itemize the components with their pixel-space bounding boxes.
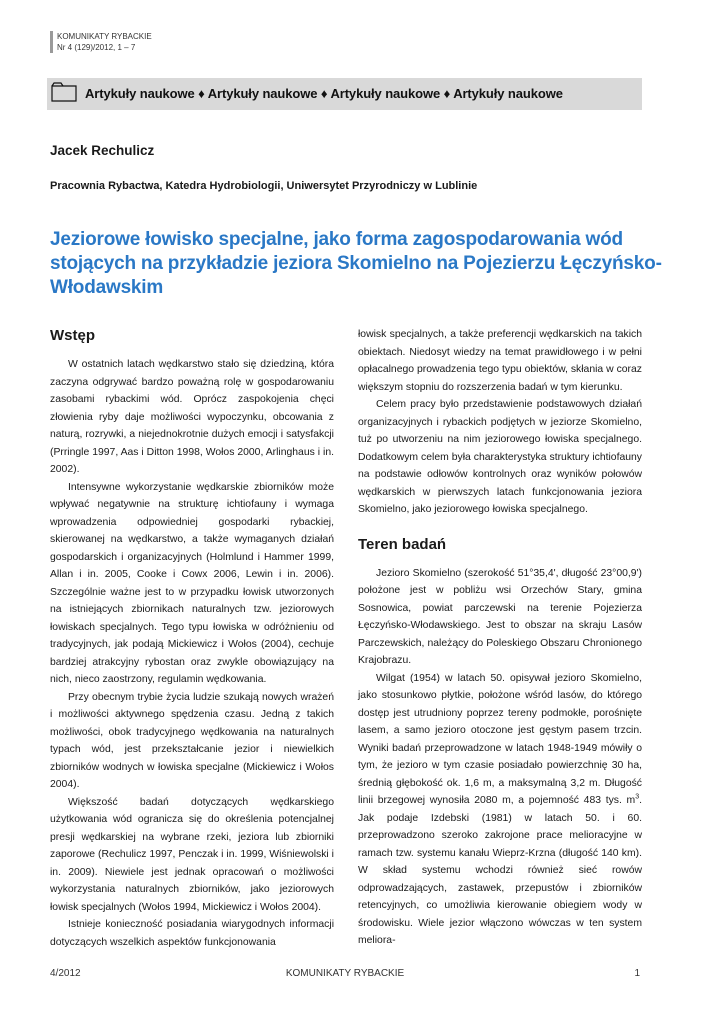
- footer-journal: KOMUNIKATY RYBACKIE: [285, 968, 405, 979]
- folder-icon: [51, 82, 77, 102]
- banner-text: Artykuły naukowe ♦ Artykuły naukowe ♦ Artykuły naukowe ♦ Artykuły naukowe: [85, 86, 563, 101]
- paragraph: Celem pracy było przedstawienie podstawowych działań organizacyjnych i rybackich podjętych w jeziorze Skomielno, tuż po utworzeniu na nim jeziorowego łowiska specjalnego. Dodatkowym celem była charakterystyka struktury ichtiofauny na podstawie odłowów kontrolnych oraz wyników połowów wędkarskich w pierwszych latach funkcjonowania jeziora Skomielno, jako jeziorowego łowiska specjalnego.: [358, 399, 642, 515]
- section-heading-area: Teren badań: [358, 535, 447, 553]
- paragraph: Istnieje konieczność posiadania wiarygodnych informacji dotyczących wszelkich aspektów funkcjonowania: [50, 919, 334, 948]
- left-column: [50, 326, 334, 951]
- footer-date: 4/2012: [50, 968, 81, 979]
- journal-name: KOMUNIKATY RYBACKIE: [57, 32, 152, 41]
- article-title: Jeziorowe łowisko specjalne, jako forma zagospodarowania wód stojących na przykładzie jeziora Skomielno na Pojezierzu Łęczyńsko-Włodawskim: [50, 229, 662, 298]
- paragraph-text: . Jak podaje Izdebski (1981) w latach 50. i 60. przeprowadzono szeroko zakrojone prace melioracyjne w ramach tzw. systemu kanału Wieprz-Krzna (długość 140 km). W skład systemu wchodzi również sieć rowów odprowadzających, zastawek, przepustów i zbiorników retencyjnych, co umożliwia kierowanie obiegiem wody w środowisku. Wiele jezior włączono wówczas w ten system meliora-: [358, 795, 642, 946]
- page-number: 1: [634, 968, 640, 979]
- affiliation: Pracownia Rybactwa, Katedra Hydrobiologii, Uniwersytet Przyrodniczy w Lublinie: [50, 180, 478, 192]
- journal-issue: Nr 4 (129)/2012, 1 – 7: [57, 43, 136, 52]
- paragraph: [358, 670, 642, 950]
- paragraph-text: Wilgat (1954) w latach 50. opisywał jezioro Skomielno, jako stosunkowo płytkie, położone wśród lasów, do którego dostęp jest utrudniony poprzez tereny podmokłe, porośnięte lasem, a samo jezioro otoczone jest gęstym pasem trzcin. Wyniki badań przeprowadzone w latach 1948-1949 mówiły o tym, że jezioro w tym czasie posiadało powierzchnię 30 ha, średnią głębokość ok. 1,6 m, a maksymalną 3,2 m. Długość linii brzegowej wynosiła 2080 m, a pojemność 483 tys. m: [358, 672, 642, 806]
- author-name: Jacek Rechulicz: [50, 143, 155, 158]
- section-banner: [47, 78, 642, 110]
- superscript: 3: [635, 793, 640, 801]
- paragraph: Przy obecnym trybie życia ludzie szukają nowych wrażeń i możliwości aktywnego spędzenia czasu. Jedną z takich możliwości, obok tradycyjnego wędkowania na naturalnych typach wód, jest przekształcanie jezior i niewielkich zbiorników wodnych w łowiska specjalne (Mickiewicz i Wołos 2004).: [50, 691, 334, 790]
- paragraph: W ostatnich latach wędkarstwo stało się dziedziną, która zaczyna odgrywać bardzo poważną rolę w gospodarowaniu zasobami rybackimi wód. Oprócz zaspokojenia chęci złowienia ryby daje możliwości wypoczynku, obcowania z naturą, rozrywki, a niejednokrotnie dużych emocji i satysfakcji (Prringle 1997, Aas i Ditton 1998, Wołos 2000, Arlinghaus i in. 2002).: [50, 359, 334, 475]
- paragraph: Większość badań dotyczących wędkarskiego użytkowania wód ogranicza się do określenia potencjalnej presji wędkarskiej na wybrane rzeki, jeziora lub zbiorniki zaporowe (Rechulicz 1997, Penczak i in. 1999, Wiśniewolski i in. 2009). Niewiele jest jednak opracowań o możliwości wykorzystania naturalnych zbiorników, jako jeziorowych łowisk specjalnych (Wołos 1994, Mickiewicz i Wołos 2004).: [50, 796, 334, 913]
- section-heading-intro: Wstęp: [50, 327, 95, 344]
- paragraph: Jezioro Skomielno (szerokość 51°35,4', długość 23°00,9') położone jest w pobliżu wsi Orzechów Stary, gmina Sosnowica, powiat parczewski na terenie Pojezierza Łęczyńsko-Włodawskiego. Jest to obszar na skraju Lasów Parczewskich, należący do Poleskiego Obszaru Chronionego Krajobrazu.: [358, 567, 642, 666]
- paragraph: łowisk specjalnych, a także preferencji wędkarskich na takich obiektach. Niedosyt wiedzy na temat prawidłowego i w pełni opłacalnego prowadzenia tego typu obiektów, skłania w coraz większym stopniu do rozszerzenia badań w tym kierunku.: [358, 329, 642, 393]
- paragraph: Intensywne wykorzystanie wędkarskie zbiorników może wpływać negatywnie na strukturę ichtiofauny i wymaga wprowadzenia odpowiedniej gospodarki rybackiej, skierowanej na wędkarstwo, a także wymaganych działań gospodarskich i organizacyjnych (Holmlund i Hammer 1999, Allan i in. 2005, Cooke i Cowx 2006, Lewin i in. 2006). Szczególnie ważne jest to w przypadku łowisk utworzonych na istniejących zbiornikach naturalnych tzw. jeziorowych łowiskach specjalnych. Tego typu łowiska w odróżnieniu od tradycyjnych, jak podają Mickiewicz i Wołos (2004), cechuje bardziej atrakcyjny rybostan oraz zwykle obowiązujący na nich, nieco zaostrzony, regulamin wędkowania.: [50, 481, 334, 685]
- right-column: [358, 326, 642, 950]
- journal-header: [50, 31, 152, 53]
